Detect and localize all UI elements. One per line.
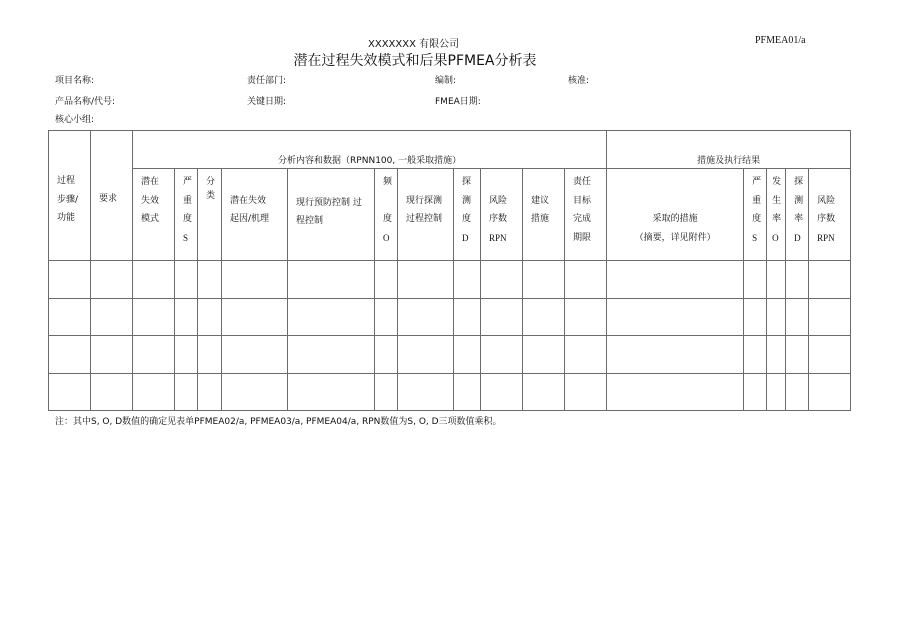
table-cell[interactable]: [481, 298, 523, 336]
project-name-label: 项目名称:: [55, 76, 95, 86]
result-occurrence-header: 发 生 率 O: [767, 169, 786, 261]
table-cell[interactable]: [767, 261, 786, 299]
table-cell[interactable]: [375, 373, 398, 411]
detection-header: 探 测 度 D: [454, 169, 481, 261]
table-cell[interactable]: [523, 298, 565, 336]
table-cell[interactable]: [481, 336, 523, 374]
requirement-header: 要求: [91, 131, 133, 261]
table-cell[interactable]: [133, 336, 175, 374]
recommended-actions-header: 建议 措施: [523, 169, 565, 261]
table-cell[interactable]: [454, 298, 481, 336]
table-cell[interactable]: [375, 336, 398, 374]
table-cell[interactable]: [786, 261, 809, 299]
table-cell[interactable]: [607, 336, 744, 374]
table-cell[interactable]: [565, 336, 607, 374]
table-cell[interactable]: [809, 298, 851, 336]
company-name: XXXXXXX 有限公司: [368, 39, 460, 50]
table-cell[interactable]: [398, 373, 454, 411]
table-cell[interactable]: [91, 373, 133, 411]
pfmea-table: [48, 130, 851, 411]
table-cell[interactable]: [133, 298, 175, 336]
table-cell[interactable]: [523, 261, 565, 299]
table-cell[interactable]: [565, 261, 607, 299]
table-cell[interactable]: [398, 261, 454, 299]
table-cell[interactable]: [375, 261, 398, 299]
table-cell[interactable]: [175, 261, 198, 299]
product-name-label: 产品名称/代号:: [55, 97, 116, 107]
table-cell[interactable]: [786, 336, 809, 374]
table-cell[interactable]: [809, 373, 851, 411]
detection-control-header: 现行探测 过程控制: [398, 169, 454, 261]
table-cell[interactable]: [133, 373, 175, 411]
table-cell[interactable]: [744, 373, 767, 411]
table-cell[interactable]: [222, 261, 288, 299]
footnote: 注：其中S, O, D数值的确定见表单PFMEA02/a, PFMEA03/a, PFMEA04/a, RPN数值为S, O, D三项数值乘积。: [55, 417, 502, 427]
table-cell[interactable]: [744, 261, 767, 299]
analysis-group-header: 分析内容和数据（RPNN100, 一般采取措施）: [133, 131, 607, 169]
table-cell[interactable]: [607, 261, 744, 299]
table-cell[interactable]: [198, 373, 222, 411]
key-date-label: 关键日期:: [247, 97, 287, 107]
table-cell[interactable]: [744, 336, 767, 374]
table-cell[interactable]: [288, 298, 375, 336]
table-row: [49, 261, 851, 299]
table-cell[interactable]: [288, 373, 375, 411]
failure-mode-header: 潜在 失效 模式: [133, 169, 175, 261]
table-cell[interactable]: [607, 298, 744, 336]
table-cell[interactable]: [222, 336, 288, 374]
table-cell[interactable]: [454, 373, 481, 411]
table-cell[interactable]: [49, 298, 91, 336]
table-cell[interactable]: [767, 336, 786, 374]
table-row: [49, 298, 851, 336]
actions-group-header: 措施及执行结果: [607, 131, 851, 169]
table-cell[interactable]: [523, 373, 565, 411]
table-cell[interactable]: [454, 336, 481, 374]
actions-taken-header: 采取的措施 （摘要，详见附件）: [607, 169, 744, 261]
table-cell[interactable]: [288, 336, 375, 374]
table-cell[interactable]: [481, 261, 523, 299]
table-cell[interactable]: [786, 373, 809, 411]
core-team-label: 核心小组:: [55, 115, 95, 125]
rpn-header: 风险 序数 RPN: [481, 169, 523, 261]
table-cell[interactable]: [398, 336, 454, 374]
table-row: [49, 336, 851, 374]
failure-cause-header: 潜在失效 起因/机理: [222, 169, 288, 261]
table-cell[interactable]: [175, 298, 198, 336]
table-cell[interactable]: [607, 373, 744, 411]
severity-header: 严 重 度 S: [175, 169, 198, 261]
table-cell[interactable]: [49, 261, 91, 299]
table-cell[interactable]: [222, 298, 288, 336]
table-cell[interactable]: [809, 336, 851, 374]
result-rpn-header: 风险 序数 RPN: [809, 169, 851, 261]
table-cell[interactable]: [565, 373, 607, 411]
table-cell[interactable]: [198, 336, 222, 374]
table-cell[interactable]: [481, 373, 523, 411]
table-cell[interactable]: [523, 336, 565, 374]
table-cell[interactable]: [288, 261, 375, 299]
table-row: [49, 373, 851, 411]
process-step-header: 过程 步骤/ 功能: [49, 131, 91, 261]
table-cell[interactable]: [175, 373, 198, 411]
table-cell[interactable]: [91, 298, 133, 336]
table-cell[interactable]: [398, 298, 454, 336]
table-cell[interactable]: [375, 298, 398, 336]
table-cell[interactable]: [91, 336, 133, 374]
table-cell[interactable]: [786, 298, 809, 336]
result-detection-header: 探 测 率 D: [786, 169, 809, 261]
table-cell[interactable]: [454, 261, 481, 299]
table-cell[interactable]: [222, 373, 288, 411]
table-cell[interactable]: [198, 261, 222, 299]
occurrence-header: 频 度 O: [375, 169, 398, 261]
classification-header: 分类: [198, 169, 222, 261]
table-cell[interactable]: [809, 261, 851, 299]
table-cell[interactable]: [744, 298, 767, 336]
table-cell[interactable]: [565, 298, 607, 336]
responsibility-header: 责任 目标 完成 期限: [565, 169, 607, 261]
document-number: PFMEA01/a: [755, 35, 806, 46]
table-cell[interactable]: [767, 298, 786, 336]
result-severity-header: 严 重 度 S: [744, 169, 767, 261]
table-cell[interactable]: [198, 298, 222, 336]
table-cell[interactable]: [49, 336, 91, 374]
prepared-by-label: 编制:: [435, 76, 457, 86]
page-title: 潜在过程失效模式和后果PFMEA分析表: [293, 53, 537, 69]
prevention-control-header: 现行预防控制 过程控制: [288, 169, 375, 261]
fmea-date-label: FMEA日期:: [435, 97, 481, 107]
table-cell[interactable]: [767, 373, 786, 411]
table-cell[interactable]: [49, 373, 91, 411]
table-cell[interactable]: [91, 261, 133, 299]
approved-by-label: 核准:: [568, 76, 590, 86]
table-cell[interactable]: [175, 336, 198, 374]
table-cell[interactable]: [133, 261, 175, 299]
responsible-dept-label: 责任部门:: [247, 76, 287, 86]
